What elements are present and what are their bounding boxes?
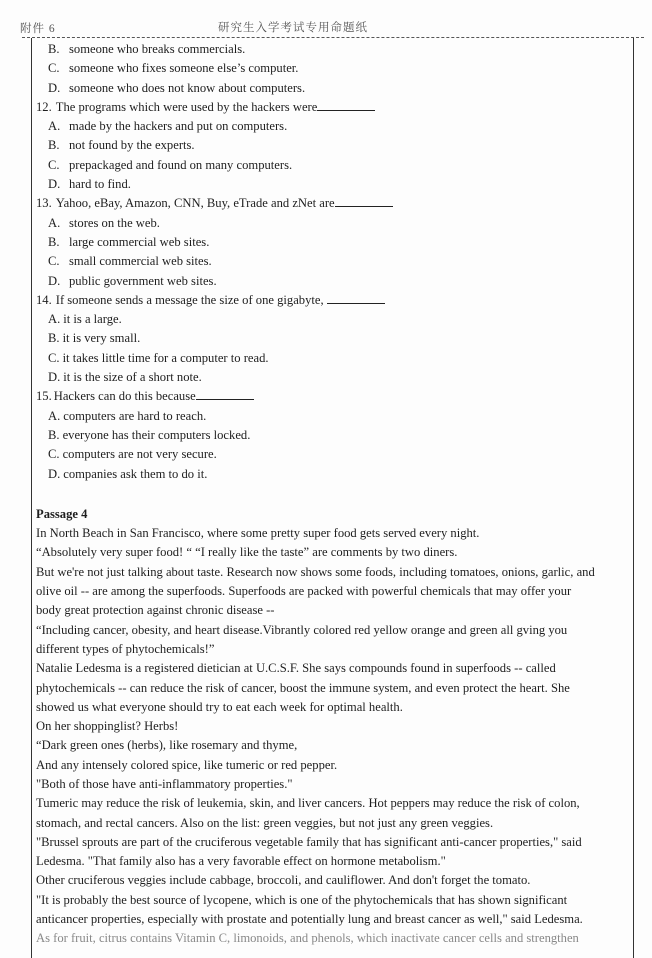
option-text: computers are hard to reach. bbox=[63, 408, 207, 423]
passage-line: "Brussel sprouts are part of the cruciferous vegetable family that has significant anti-cancer properties," said bbox=[36, 834, 582, 849]
passage-line: “Dark green ones (herbs), like rosemary and thyme, bbox=[36, 738, 298, 753]
option-text: public government web sites. bbox=[69, 273, 217, 288]
option-text: someone who breaks commercials. bbox=[69, 42, 246, 56]
passage-line: “Absolutely very super food! “ “I really like the taste” are comments by two diners. bbox=[36, 545, 458, 560]
option-c bbox=[36, 445, 631, 464]
passage-line: Ledesma. "That family also has a very favorable effect on hormone metabolism." bbox=[36, 854, 446, 869]
question-text: Hackers can do this because bbox=[53, 389, 196, 404]
option-letter: B. bbox=[48, 138, 60, 153]
passage-line: And any intensely colored spice, like tumeric or red pepper. bbox=[36, 757, 338, 772]
passage-text bbox=[36, 524, 631, 949]
passage-line: As for fruit, citrus contains Vitamin C, limonoids, and phenols, which inactivate cancer cells and strengthen bbox=[36, 931, 579, 946]
option-c bbox=[36, 252, 631, 271]
passage-line: different types of phytochemicals!” bbox=[36, 641, 215, 656]
option-text: it is very small. bbox=[62, 331, 141, 346]
option-text: small commercial web sites. bbox=[69, 254, 212, 269]
passage-line: “Including cancer, obesity, and heart disease.Vibrantly colored red yellow orange and green all gving you bbox=[36, 622, 568, 637]
passage-line: olive oil -- are among the superfoods. Superfoods are packed with powerful chemicals that may offer your bbox=[36, 584, 572, 599]
passage-line: body great protection against chronic disease -- bbox=[36, 603, 275, 618]
option-letter: D. bbox=[48, 370, 61, 385]
passage-line: On her shoppinglist? Herbs! bbox=[36, 719, 179, 734]
answer-blank bbox=[335, 195, 393, 207]
question-stem bbox=[36, 291, 631, 310]
option-text: someone who fixes someone else’s computer. bbox=[69, 61, 299, 76]
option-a bbox=[36, 310, 631, 329]
question-11-options bbox=[36, 40, 631, 98]
option-b bbox=[36, 329, 631, 348]
option-a bbox=[36, 214, 631, 233]
option-d bbox=[36, 79, 631, 98]
option-text: everyone has their computers locked. bbox=[62, 427, 251, 442]
option-d bbox=[36, 175, 631, 194]
option-d bbox=[36, 368, 631, 387]
option-letter: C. bbox=[48, 254, 60, 269]
question-text: If someone sends a message the size of one gigabyte, bbox=[55, 292, 324, 307]
attachment-label: 附件 6 bbox=[20, 23, 56, 35]
option-a bbox=[36, 117, 631, 136]
option-a bbox=[36, 407, 631, 426]
option-letter: D. bbox=[48, 273, 61, 288]
question-text: Yahoo, eBay, Amazon, CNN, Buy, eTrade and zNet are bbox=[55, 196, 335, 211]
passage-line: stomach, and rectal cancers. Also on the list: green veggies, but not just any green veggies. bbox=[36, 815, 494, 830]
answer-blank bbox=[317, 99, 375, 111]
option-d bbox=[36, 465, 631, 484]
passage-line: But we're not just talking about taste. Research now shows some foods, including tomatoes, onions, garlic, and bbox=[36, 564, 595, 579]
option-letter: A. bbox=[48, 215, 61, 230]
passage-line: In North Beach in San Francisco, where some pretty super food gets served every night. bbox=[36, 526, 480, 541]
option-b bbox=[36, 426, 631, 445]
option-d bbox=[36, 272, 631, 291]
option-text: someone who does not know about computers. bbox=[69, 80, 306, 95]
option-b bbox=[36, 136, 631, 155]
option-text: companies ask them to do it. bbox=[63, 466, 208, 481]
passage-line: Other cruciferous veggies include cabbage, broccoli, and cauliflower. And don't forget the tomato. bbox=[36, 873, 531, 888]
option-text: computers are not very secure. bbox=[62, 447, 217, 462]
option-letter: D. bbox=[48, 177, 61, 192]
document-body bbox=[36, 40, 631, 949]
question-stem bbox=[36, 98, 631, 117]
option-letter: D. bbox=[48, 80, 61, 95]
passage-line: Tumeric may reduce the risk of leukemia, skin, and liver cancers. Hot peppers may reduce the risk of colon, bbox=[36, 796, 580, 811]
passage-line: anticancer properties, especially with prostate and potentially lung and breast cancer as well," said Ledesma. bbox=[36, 912, 583, 927]
option-letter: B. bbox=[48, 42, 60, 56]
option-c bbox=[36, 349, 631, 368]
passage-line: "Both of those have anti-inflammatory properties." bbox=[36, 776, 293, 791]
question-stem bbox=[36, 387, 631, 406]
passage-line: "It is probably the best source of lycopene, which is one of the phytochemicals that has shown significant bbox=[36, 892, 568, 907]
option-letter: C. bbox=[48, 447, 60, 462]
page-header bbox=[20, 18, 640, 36]
question-text: The programs which were used by the hackers were bbox=[55, 99, 318, 114]
passage-line: showed us what everyone should try to eat each week for optimal health. bbox=[36, 699, 403, 714]
option-letter: B. bbox=[48, 331, 60, 346]
answer-blank bbox=[196, 388, 254, 400]
answer-blank bbox=[327, 292, 385, 304]
option-text: made by the hackers and put on computers. bbox=[69, 119, 288, 134]
option-text: it is the size of a short note. bbox=[63, 370, 202, 385]
option-text: not found by the experts. bbox=[69, 138, 195, 153]
option-letter: A. bbox=[48, 408, 61, 423]
option-text: it takes little time for a computer to read. bbox=[62, 350, 269, 365]
option-text: prepackaged and found on many computers. bbox=[69, 157, 293, 172]
passage-line: phytochemicals -- can reduce the risk of cancer, boost the immune system, and even protect the heart. She bbox=[36, 680, 570, 695]
question-number: 13. bbox=[36, 196, 52, 211]
question-15 bbox=[36, 387, 631, 483]
option-letter: A. bbox=[48, 119, 61, 134]
question-number: 14. bbox=[36, 292, 52, 307]
option-letter: C. bbox=[48, 61, 60, 76]
option-letter: B. bbox=[48, 427, 60, 442]
option-text: it is a large. bbox=[63, 312, 122, 327]
option-text: stores on the web. bbox=[69, 215, 160, 230]
question-stem bbox=[36, 194, 631, 213]
option-text: hard to find. bbox=[69, 177, 131, 192]
option-letter: C. bbox=[48, 350, 60, 365]
option-letter: A. bbox=[48, 312, 61, 327]
option-b bbox=[36, 233, 631, 252]
option-c bbox=[36, 156, 631, 175]
question-12 bbox=[36, 98, 631, 194]
question-number: 12. bbox=[36, 99, 52, 114]
passage-line: Natalie Ledesma is a registered dietician at U.C.S.F. She says compounds found in superfoods -- called bbox=[36, 661, 556, 676]
passage-title: Passage 4 bbox=[36, 506, 88, 521]
passage-4 bbox=[36, 505, 631, 949]
option-letter: B. bbox=[48, 234, 60, 249]
question-number: 15. bbox=[36, 389, 52, 404]
option-c bbox=[36, 59, 631, 78]
option-text: large commercial web sites. bbox=[69, 234, 210, 249]
option-letter: C. bbox=[48, 157, 60, 172]
option-letter: D. bbox=[48, 466, 61, 481]
paper-title: 研究生入学考试专用命题纸 bbox=[218, 22, 368, 34]
question-13 bbox=[36, 194, 631, 290]
question-14 bbox=[36, 291, 631, 387]
option-b bbox=[36, 40, 631, 59]
